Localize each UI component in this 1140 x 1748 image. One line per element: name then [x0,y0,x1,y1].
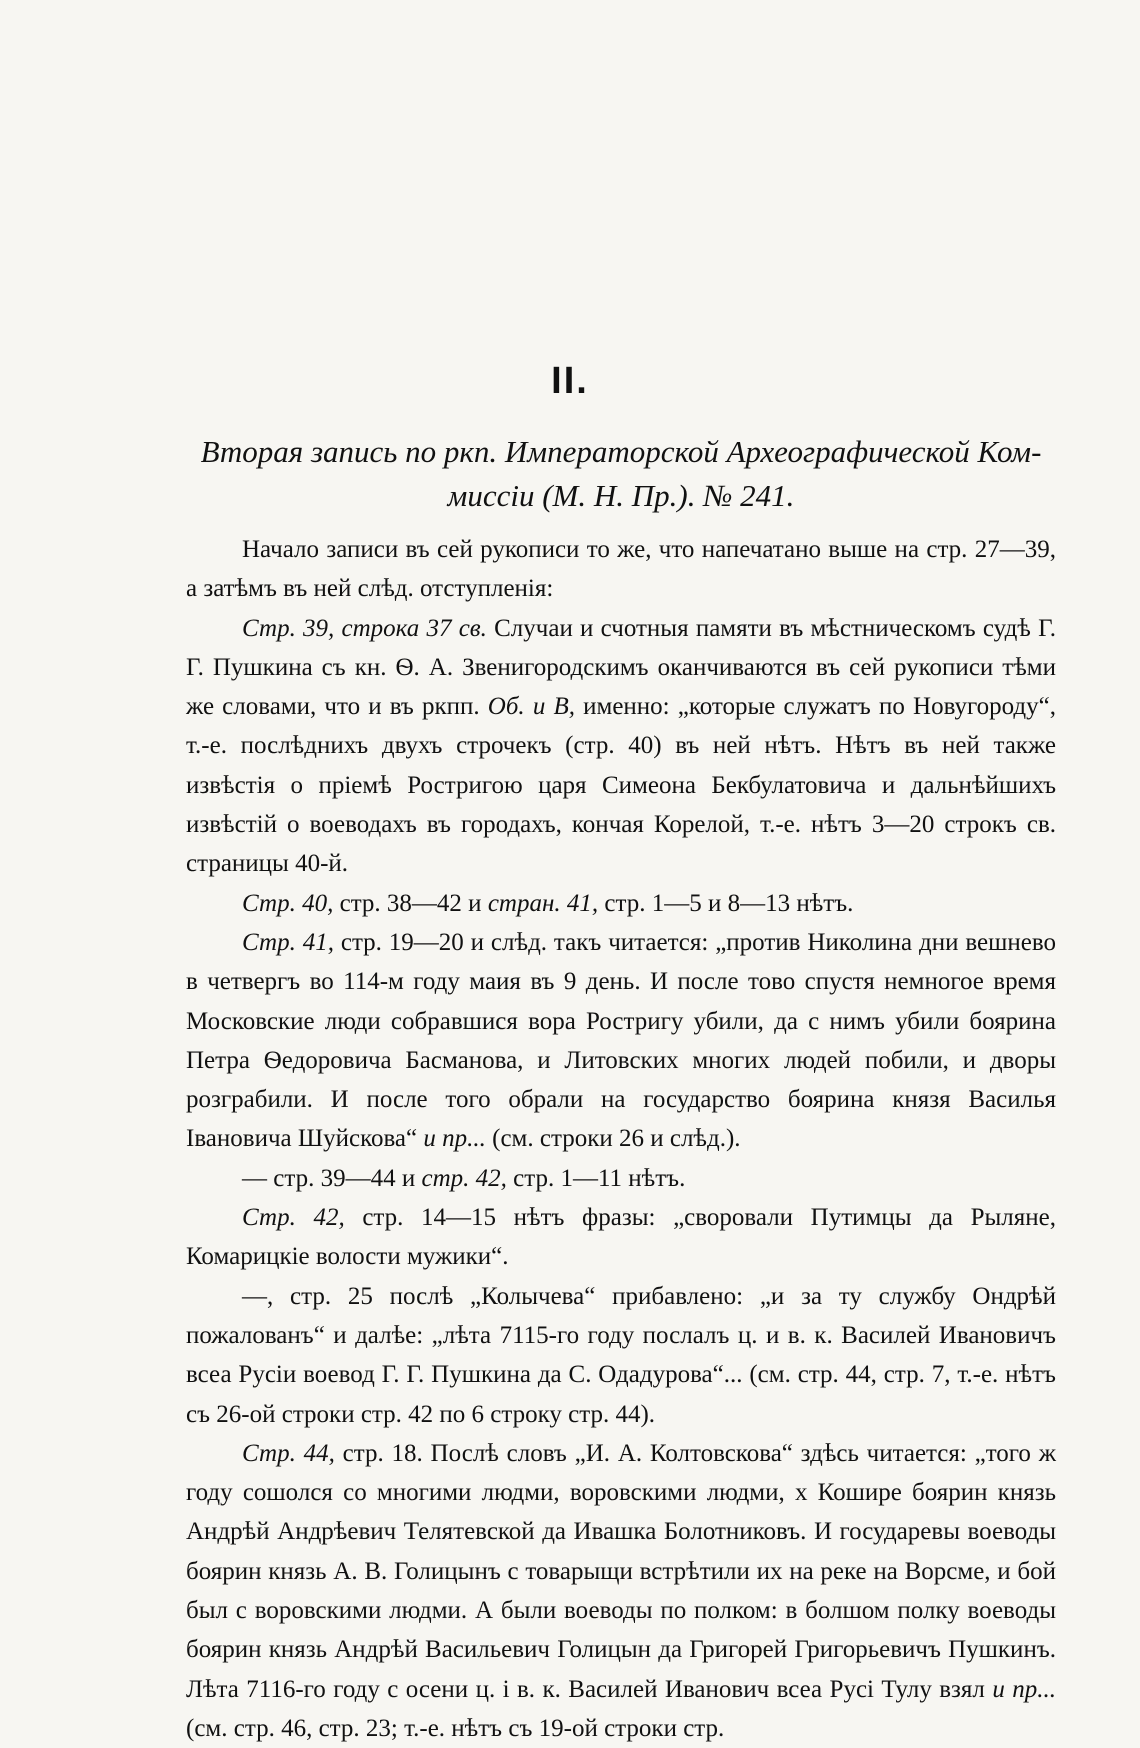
paragraph-p7 [186,1277,1056,1434]
paragraph-p8 [186,1434,1056,1748]
italic-reference: Стр. 44, [242,1439,335,1467]
paragraph-p4 [186,923,1056,1159]
italic-reference: Об. и В, [487,693,575,721]
section-title [186,430,1056,518]
paragraph-p5 [186,1159,1056,1198]
body-text [186,530,1056,1748]
italic-reference: стран. 41, [487,889,599,917]
paragraph-text: —, стр. 25 послѣ „Колычева“ прибавлено: „и за ту службу Ондрѣй пожалованъ“ и далѣе: „лѣта 7115-го году послалъ ц. и в. к. Василей Ивановичъ всеа Русіи воевод Г. Г. Пушкина да С. Одадурова“... (см. стр. 44, стр. 7, т.-е. нѣтъ съ 26-ой строки стр. 42 по 6 строку стр. 44). [186,1282,1056,1428]
italic-reference: Стр. 42, [242,1204,345,1232]
section-title-line-1: Вторая запись по ркп. Императорской Археографической Ком- [200,434,1042,469]
italic-reference: Стр. 39, строка 37 св. [242,614,487,642]
paragraph-text: Начало записи въ сей рукописи то же, что напечатано выше на стр. 27—39, а затѣмъ въ ней слѣд. отступленія: [186,536,1056,603]
italic-reference: Стр. 40, [242,889,334,917]
paragraph-text: Случаи и счотныя памяти въ мѣстническомъ судѣ Г. Г. Пушкина съ кн. Ѳ. А. Звенигородскимъ оканчиваются въ сей рукописи тѣми же словами, что и въ ркпп. [186,614,1056,721]
section-numeral: II. [551,360,589,402]
paragraph-text: именно: „которые служатъ по Новугороду“, т.-е. послѣднихъ двухъ строчекъ (стр. 40) въ ней нѣтъ. Нѣтъ въ ней также извѣстія о пріемѣ Ростригою царя Симеона Бекбулатовича и дальнѣйшихъ извѣстій о воеводахъ въ городахъ, кончая Корелой, т.-е. нѣтъ 3—20 строкъ св. страницы 40-й. [186,693,1056,878]
paragraph-text: стр. 19—20 и слѣд. такъ читается: „против Николина дни вешнево в четвергъ во 114-м году маия въ 9 день. И после тово спустя немногое время Московские люди собравшися вора Ростригу убили, да с нимъ убили боярина Петра Ѳедоровича Басманова, и Литовских многих людей побили, и дворы розграбили. И после того обрали на государство боярина князя Василья Івановича Шуйскова“ [186,928,1056,1153]
paragraph-text: стр. 1—5 и 8—13 нѣтъ. [598,889,854,917]
paragraph-text: стр. 18. Послѣ словъ „И. А. Колтовскова“ здѣсь читается: „того ж году сошолся со многими людми, воровскими людми, х Кошире боярин князь Андрѣй Андрѣевич Телятевской да Ивашка Болотниковъ. И государевы воеводы боярин князь А. В. Голицынъ с товарыщи встрѣтили их на реке на Ворсме, и бой был с воровскими людми. А были воеводы по полком: в болшом полку воеводы боярин князь Андрѣй Васильевич Голицын да Григорей Григорьевичъ Пушкинъ. Лѣта 7116-го году с осени ц. і в. к. Василей Иванович всеа Русі Тулу взял [186,1439,1056,1703]
section-title-line-2: миссіи (М. Н. Пр.). № 241. [447,478,795,513]
paragraph-text: (см. стр. 46, стр. 23; т.-е. нѣтъ съ 19-ой строки стр. [186,1714,725,1742]
paragraph-p6 [186,1198,1056,1277]
italic-reference: и пр... [992,1675,1056,1703]
paragraph-text: (см. строки 26 и слѣд.). [485,1125,741,1153]
paragraph-p3 [186,884,1056,923]
italic-reference: стр. 42, [421,1164,507,1192]
paragraph-p1 [186,530,1056,609]
paragraph-text: стр. 14—15 нѣтъ фразы: „своровали Путимцы да Рыляне, Комарицкіе волости мужики“. [186,1204,1056,1271]
paragraph-p2 [186,609,1056,884]
italic-reference: и пр... [423,1125,486,1153]
paragraph-text: стр. 38—42 и [333,889,488,917]
paragraph-text: стр. 1—11 нѣтъ. [506,1164,686,1192]
paragraph-text: — стр. 39—44 и [242,1164,422,1192]
italic-reference: Стр. 41, [242,928,334,956]
